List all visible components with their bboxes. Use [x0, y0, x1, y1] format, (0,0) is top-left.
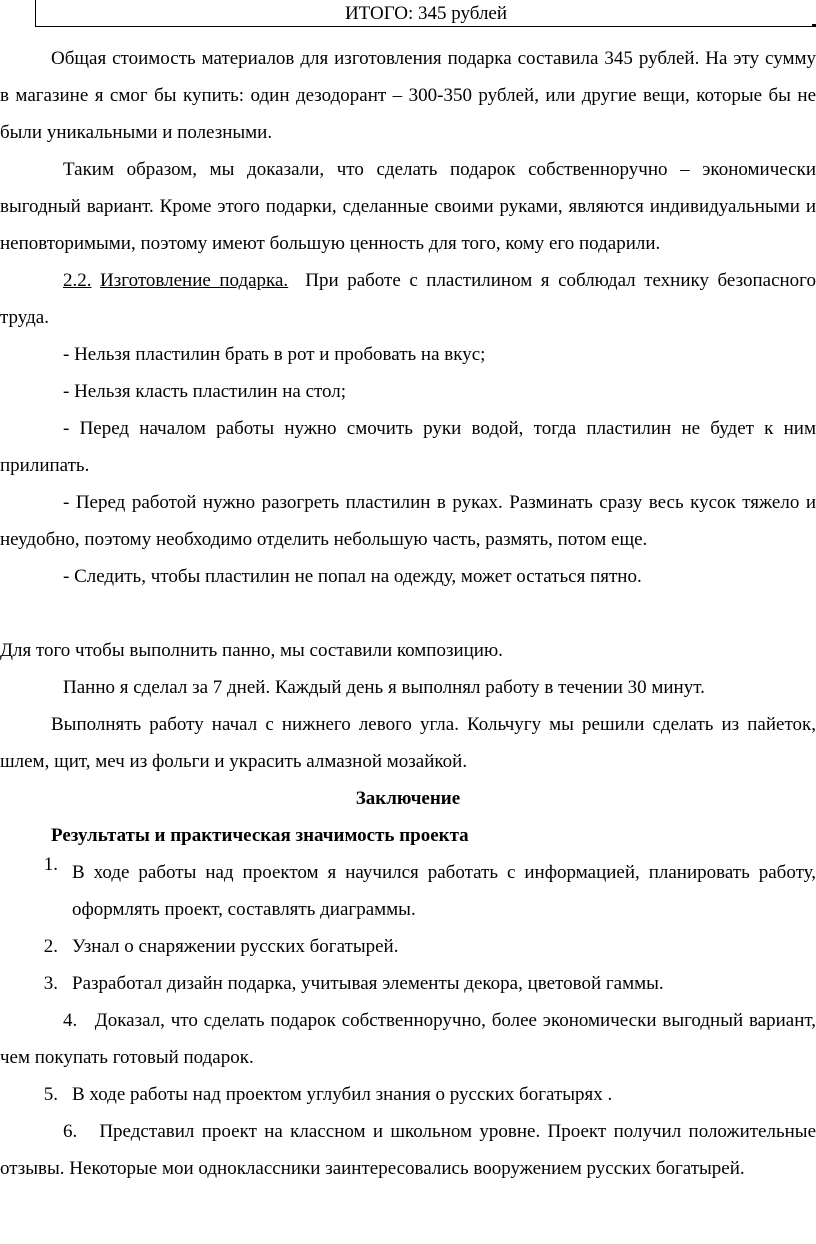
result-number: 5.	[43, 1084, 58, 1105]
result-text: Доказал, что сделать подарок собственноручно, более экономически выгодный вариант, чем покупать готовый подарок.	[0, 1010, 816, 1068]
result-item	[0, 854, 816, 928]
rule-item: - Следить, чтобы пластилин не попал на одежду, может остаться пятно.	[63, 566, 642, 587]
paragraph-process: Выполнять работу начал с нижнего левого угла. Кольчугу мы решили сделать из пайеток, шлем, щит, меч из фольги и украсить алмазной мозайкой.	[0, 714, 816, 772]
result-text: В ходе работы над проектом углубил знания о русских богатырях .	[72, 1084, 613, 1105]
paragraph-cost: Общая стоимость материалов для изготовления подарка составила 345 рублей. На эту сумму в магазине я смог бы купить: один дезодорант – 300-350 рублей, или другие вещи, которые бы не были уникальными и полезными.	[0, 48, 816, 143]
result-number: 1.	[43, 854, 58, 875]
result-number: 6.	[63, 1121, 78, 1142]
result-number: 4.	[63, 1010, 78, 1031]
paragraph-days: Панно я сделал за 7 дней. Каждый день я выполнял работу в течении 30 минут.	[63, 677, 705, 698]
result-text: Разработал дизайн подарка, учитывая элементы декора, цветовой гаммы.	[72, 973, 664, 994]
section-2-2	[0, 262, 816, 336]
result-item	[0, 965, 816, 1002]
rule-item: - Перед началом работы нужно смочить руки водой, тогда пластилин не будет к ним прилипать.	[0, 418, 816, 476]
result-text: Представил проект на классном и школьном уровне. Проект получил положительные отзывы. Некоторые мои одноклассники заинтересовались вооружением русских богатырей.	[0, 1121, 816, 1179]
conclusion-heading: Заключение	[355, 788, 461, 809]
rule-item: - Нельзя пластилин брать в рот и пробовать на вкус;	[63, 344, 486, 365]
result-item	[0, 1076, 816, 1113]
result-item	[0, 928, 816, 965]
result-text: Узнал о снаряжении русских богатырей.	[72, 936, 399, 957]
paragraph-conclusion-cost: Таким образом, мы доказали, что сделать подарок собственноручно – экономически выгодный вариант. Кроме этого подарки, сделанные своими руками, являются индивидуальными и неповторимыми, поэтому имеют большую ценность для того, кому его подарили.	[0, 159, 816, 254]
section-number: 2.2.	[63, 270, 92, 291]
rule-item: - Нельзя класть пластилин на стол;	[63, 381, 347, 402]
results-heading: Результаты и практическая значимость проекта	[51, 825, 469, 846]
result-number: 3.	[43, 973, 58, 994]
result-text: В ходе работы над проектом я научился работать с информацией, планировать работу, оформлять проект, составлять диаграммы.	[72, 862, 816, 920]
total-cost-box	[35, 0, 816, 27]
result-item	[0, 1002, 816, 1076]
section-title: Изготовление подарка.	[100, 270, 289, 291]
paragraph-composition: Для того чтобы выполнить панно, мы составили композицию.	[0, 640, 503, 661]
result-item	[0, 1113, 816, 1187]
rule-item: - Перед работой нужно разогреть пластилин в руках. Разминать сразу весь кусок тяжело и неудобно, поэтому необходимо отделить небольшую часть, размять, потом еще.	[0, 492, 816, 550]
section-text: При работе с пластилином я соблюдал технику безопасного труда.	[0, 270, 816, 328]
document-body	[0, 40, 816, 1187]
total-cost-text: ИТОГО: 345 рублей	[344, 3, 508, 24]
result-number: 2.	[43, 936, 58, 957]
spacer	[0, 595, 816, 632]
